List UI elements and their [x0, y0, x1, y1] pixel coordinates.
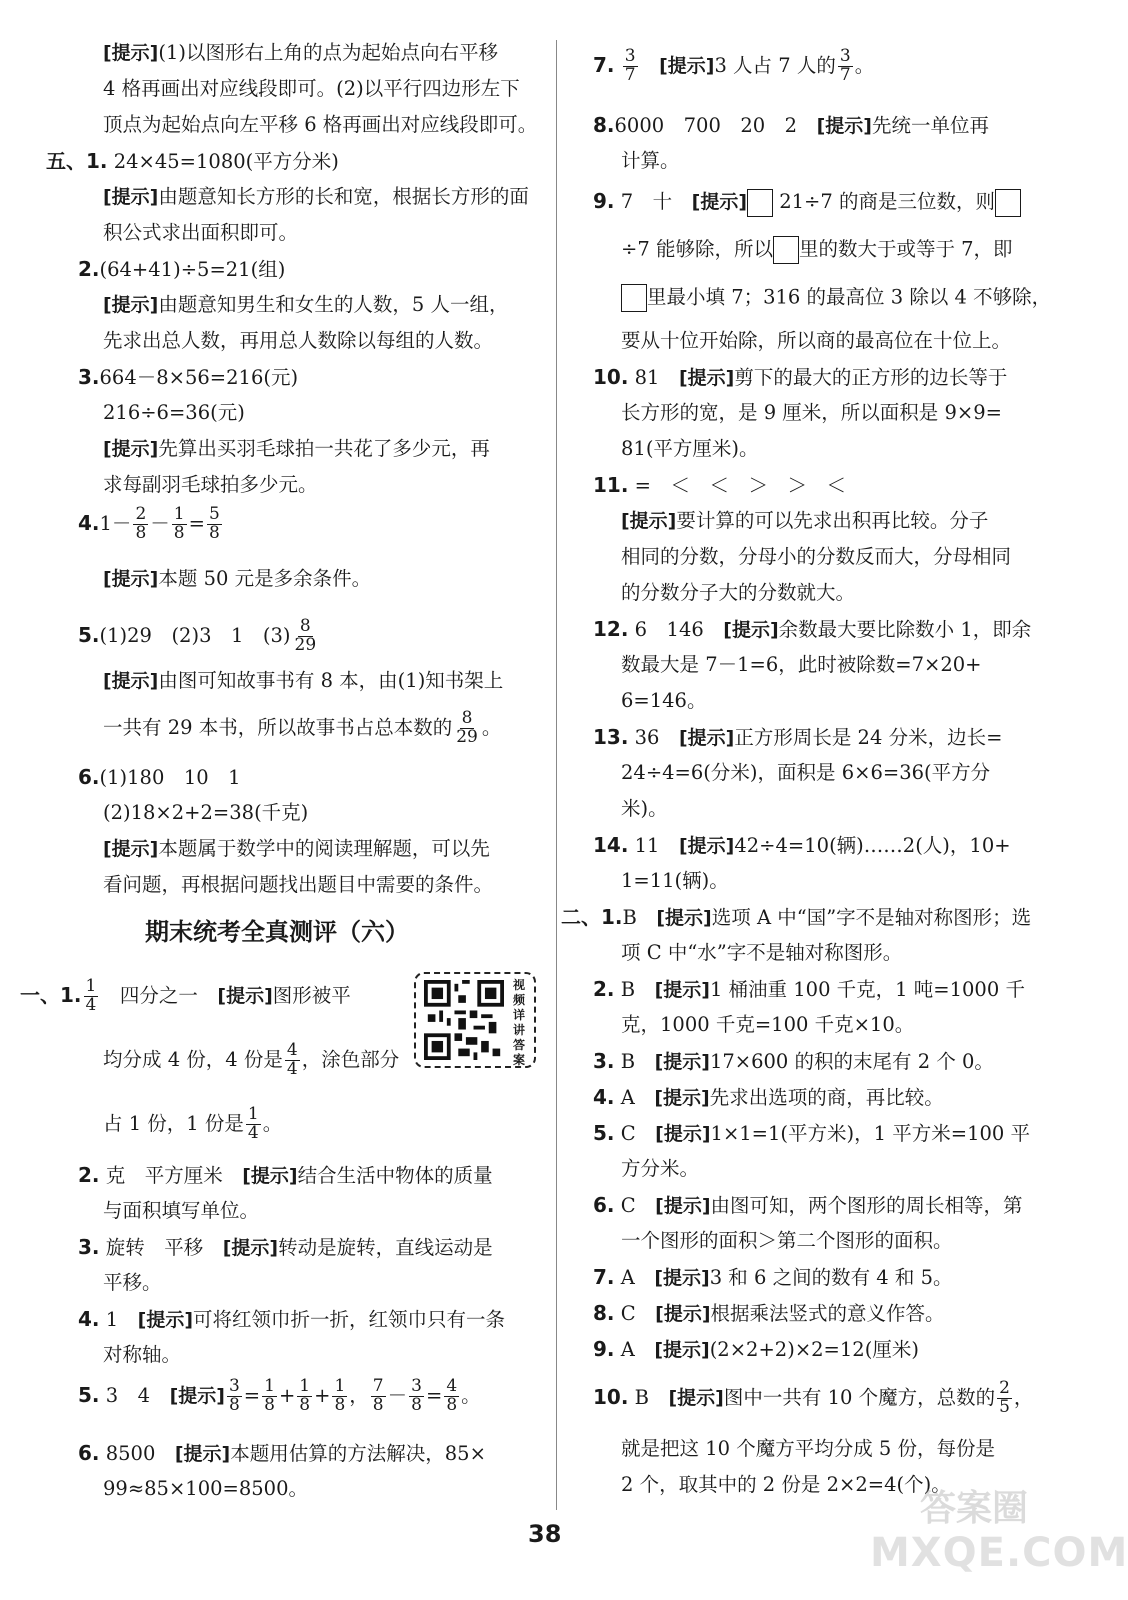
answer-line: 3.664－8×56=216(元)	[78, 365, 299, 389]
text-line: 99≈85×100=8500。	[103, 1477, 308, 1500]
answer-line: 7. $\frac{3}{7}$ [提示]3 人占 7 人的 $\frac{3}{7}$ 。	[593, 46, 875, 85]
answer-line: 10. 81 [提示]剪下的最大的正方形的边长等于	[593, 365, 1008, 389]
text-line: 项 C 中“水”字不是轴对称图形。	[621, 941, 903, 964]
text-line: 克，1000 千克=100 千克×10。	[621, 1013, 915, 1036]
answer-line: 8.6000 700 20 2 [提示]先统一单位再	[593, 113, 989, 137]
answer-line: 10. B [提示]图中一共有 10 个魔方，总数的 $\frac{2}{5}$ ，	[593, 1378, 1034, 1417]
answer-line: 2.(64+41)÷5=21(组)	[78, 257, 286, 281]
text-line: 2 个，取其中的 2 份是 2×2=4(个)。	[621, 1473, 951, 1496]
answer-line: 一、1. $\frac{1}{4}$ 四分之一 [提示]图形被平	[20, 976, 351, 1015]
operator: =	[425, 1383, 443, 1407]
answer-line: 3. B [提示]17×600 的积的末尾有 2 个 0。	[593, 1049, 994, 1073]
fraction: $\frac{4}{8}$	[446, 1376, 458, 1415]
answer-line: 12. 6 146 [提示]余数最大要比除数小 1，即余	[593, 617, 1032, 641]
answer-line: 7. A [提示]3 和 6 之间的数有 4 和 5。	[593, 1265, 953, 1289]
text-line: [提示]本题属于数学中的阅读理解题，可以先	[103, 837, 490, 860]
qr-code[interactable]	[414, 972, 536, 1068]
text-line: 4 格再画出对应线段即可。(2)以平行四边形左下	[103, 77, 520, 100]
blank-box	[773, 236, 799, 264]
text-line: 均分成 4 份，4 份是 $\frac{4}{4}$ ，涂色部分	[103, 1040, 400, 1079]
text-line: ÷7 能够除，所以 里的数大于或等于 7，即	[621, 236, 1013, 264]
text-line: [提示]要计算的可以先求出积再比较。分子	[621, 509, 989, 532]
text-line: 一个图形的面积＞第二个图形的面积。	[621, 1229, 953, 1252]
answer-line: 4.1－ $\frac{2}{8}$ － $\frac{1}{8}$ = $\frac{5}{8}$	[78, 504, 220, 543]
answer-line: 二、1.B [提示]选项 A 中“国”字不是轴对称图形；选	[561, 905, 1032, 929]
text-line: 数最大是 7－1=6，此时被除数=7×20+	[621, 653, 982, 676]
answer-line: 2. 克 平方厘米 [提示]结合生活中物体的质量	[78, 1163, 493, 1187]
blank-box	[747, 189, 773, 217]
answer-line: 11. = ＜ ＜ ＞ ＞ ＜	[593, 473, 846, 497]
answer-line: 13. 36 [提示]正方形周长是 24 分米，边长=	[593, 725, 1003, 749]
text-line: 1=11(辆)。	[621, 869, 729, 892]
fraction: $\frac{1}{8}$	[334, 1376, 346, 1415]
text-line: [提示]由题意知男生和女生的人数，5 人一组，	[103, 293, 509, 316]
answer-line: 5. C [提示]1×1=1(平方米)，1 平方米=100 平	[593, 1121, 1031, 1145]
answer-line: 14. 11 [提示]42÷4=10(辆)……2(人)，10+	[593, 833, 1011, 857]
text-line: 计算。	[621, 149, 680, 172]
text-line: 看问题，再根据问题找出题目中需要的条件。	[103, 873, 494, 896]
text-line: [提示]由图可知故事书有 8 本，由(1)知书架上	[103, 669, 504, 692]
operator: 。	[461, 1383, 481, 1407]
qr-caption: 视频详讲答案	[512, 978, 525, 1067]
text-line: 24÷4=6(分米)，面积是 6×6=36(平方分	[621, 761, 991, 784]
operator: －	[387, 1383, 408, 1407]
operator: =	[243, 1383, 261, 1407]
text-line: 占 1 份，1 份是 $\frac{1}{4}$ 。	[103, 1104, 283, 1143]
text-line: 长方形的宽，是 9 厘米，所以面积是 9×9=	[621, 401, 1002, 424]
text-line: [提示]本题 50 元是多余条件。	[103, 567, 372, 590]
text-line: 里最小填 7；316 的最高位 3 除以 4 不够除，	[621, 284, 1051, 312]
text-line: 81(平方厘米)。	[621, 437, 759, 460]
watermark-logo: 答案圈	[920, 1488, 1029, 1529]
answer-line: 9. A [提示](2×2+2)×2=12(厘米)	[593, 1337, 919, 1361]
fraction: $\frac{3}{8}$	[411, 1376, 422, 1415]
column-divider	[556, 40, 557, 1510]
answer-line: 4. A [提示]先求出选项的商，再比较。	[593, 1085, 944, 1109]
text-line: [提示]由题意知长方形的长和宽，根据长方形的面	[103, 185, 529, 208]
operator: +	[314, 1383, 331, 1407]
text-line: 先求出总人数，再用总人数除以每组的人数。	[103, 329, 494, 352]
answer-line: 5.(1)29 (2)3 1 (3) $\frac{8}{29}$	[78, 616, 317, 655]
text-line: 顶点为起始点向左平移 6 格再画出对应线段即可。	[103, 113, 538, 136]
watermark	[860, 1470, 1128, 1590]
qr-code-pattern	[424, 980, 504, 1060]
blank-box	[621, 284, 647, 312]
fraction: $\frac{1}{8}$	[264, 1376, 275, 1415]
page-number: 38	[528, 1520, 562, 1548]
fraction: $\frac{3}{8}$	[228, 1376, 240, 1415]
answer-line: 4. 1 [提示]可将红领巾折一折，红领巾只有一条	[78, 1307, 506, 1331]
answer-line: 2. B [提示]1 桶油重 100 千克，1 吨=1000 千	[593, 977, 1025, 1001]
watermark-site: MXQE.COM	[870, 1530, 1128, 1576]
answer-line: 3. 旋转 平移 [提示]转动是旋转，直线运动是	[78, 1235, 493, 1259]
text-line: (2)18×2+2=38(千克)	[103, 801, 309, 824]
text-line: [提示]先算出买羽毛球拍一共花了多少元，再	[103, 437, 490, 460]
text-line: 216÷6=36(元)	[103, 401, 245, 424]
text-line: 与面积填写单位。	[103, 1199, 260, 1222]
answer-line: 6. 8500 [提示]本题用估算的方法解决，85×	[78, 1441, 486, 1465]
text-line: 积公式求出面积即可。	[103, 221, 299, 244]
text-line: 一共有 29 本书，所以故事书占总本数的 $\frac{8}{29}$ 。	[103, 708, 502, 747]
answer-line: 6.(1)180 10 1	[78, 765, 241, 789]
text-line: 的分数分子大的分数就大。	[621, 581, 856, 604]
text-line: 就是把这 10 个魔方平均分成 5 份，每份是	[621, 1437, 996, 1460]
text-line: 方分米。	[621, 1157, 700, 1180]
text-line: 平移。	[103, 1271, 162, 1294]
section-title: 期末统考全真测评（六）	[145, 918, 409, 946]
text-line: 对称轴。	[103, 1343, 182, 1366]
operator: ，	[349, 1383, 369, 1407]
answer-line: 6. C [提示]由图可知，两个图形的周长相等，第	[593, 1193, 1023, 1217]
text-line: 6=146。	[621, 689, 707, 712]
answer-line: 5. 3 4 [提示] $\frac{3}{8}$ = $\frac{1}{8}$ + $\frac{1}{8}$ + $\frac{1}{8}$ ， $\frac{7}{8}$ － $\frac{3}{8}$ = $\frac{4}{8}$ 。	[78, 1376, 481, 1415]
text-line: 求每副羽毛球拍多少元。	[103, 473, 318, 496]
answer-line: 9. 7 十 [提示] 21÷7 的商是三位数，则	[593, 188, 1021, 217]
fraction: $\frac{1}{8}$	[299, 1376, 311, 1415]
fraction: $\frac{7}{8}$	[372, 1376, 384, 1415]
text-line: 要从十位开始除，所以商的最高位在十位上。	[621, 329, 1012, 352]
text-line: 相同的分数，分母小的分数反而大，分母相同	[621, 545, 1012, 568]
text-line: [提示](1)以图形右上角的点为起始点向右平移	[103, 41, 498, 64]
answer-line: 8. C [提示]根据乘法竖式的意义作答。	[593, 1301, 945, 1325]
answer-line: 五、1. 24×45=1080(平方分米)	[46, 149, 339, 173]
blank-box	[995, 189, 1021, 217]
text-line: 米)。	[621, 797, 668, 820]
operator: +	[278, 1383, 296, 1407]
